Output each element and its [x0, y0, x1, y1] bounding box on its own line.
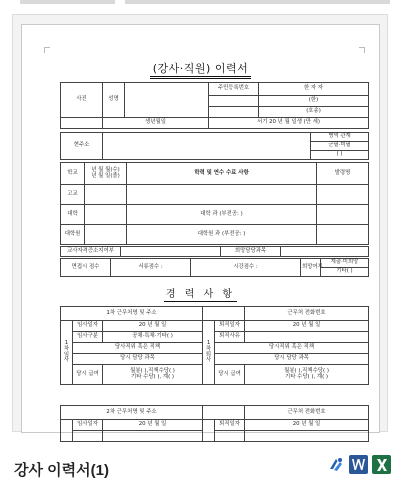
hwp-file-icon[interactable]	[326, 455, 345, 474]
career-table-1: 1차 근무처명 및 주소 근무처 전화번호 1 차 임 사 임사일자 20 년 월 일 1 차 퇴 사 퇴직일자 20 년 월 일 임사구분 공채·특채·기타( ) 퇴직사유 당사직위 혹은 직책 당시직위 혹은 직책 당시 담당 과목 당시 담당 과목 당시 급여 월봉( ),직책수당( ) 기타 수당( ), 계( ) 당시 급여 월봉( ),직책수당( ) 기타 수당( ), 계( )	[60, 306, 369, 385]
template-card[interactable]	[12, 14, 388, 432]
resident-no-label: 주민등록번호	[209, 83, 259, 96]
document-title: (강사·직원) 이력서	[22, 60, 379, 76]
template-title[interactable]: 강사 이력서(1)	[14, 462, 109, 479]
document-preview[interactable]	[21, 24, 380, 433]
personal-info-table: 사진 성명 주민등록번호 한 자 자 (한) (호송) 생년월일 서기 20 년 월 일생 (만 세)	[60, 82, 369, 129]
crop-mark	[359, 47, 365, 53]
excel-file-icon[interactable]	[372, 455, 391, 474]
top-tab-stub	[125, 0, 390, 4]
top-tab-stub	[20, 0, 115, 4]
career-section-title: 경 력 사 항	[165, 289, 236, 300]
file-format-icons	[326, 455, 391, 474]
photo-cell: 사진	[61, 83, 103, 118]
crop-mark	[44, 47, 50, 53]
certificate-table: 교사자격증소지여부 희망담당과목	[60, 246, 369, 257]
name-label: 성명	[103, 83, 125, 118]
address-table: 현주소 병역 관계 군필·미필 ( )	[60, 132, 369, 160]
birth-label: 생년월일	[103, 118, 209, 129]
word-file-icon[interactable]	[349, 455, 368, 474]
education-table: 학교 년 월 월(수) 년 월 일(졸) 학력 및 연수 수료 사항 발령명 고교 대학 대학 과 (부전공: ) 대학원 대학원 과 (부전공: )	[60, 162, 369, 245]
career-table-2: 2차 근무처명 및 주소 근무처 전화번호 임사일자 20 년 월 일 퇴직일자 20 년 월 일	[60, 405, 369, 442]
interview-score-table: 면접시 점수 서류점수 : 시강점수 : 희망여부 계출·미희망 기타( )	[60, 258, 369, 277]
